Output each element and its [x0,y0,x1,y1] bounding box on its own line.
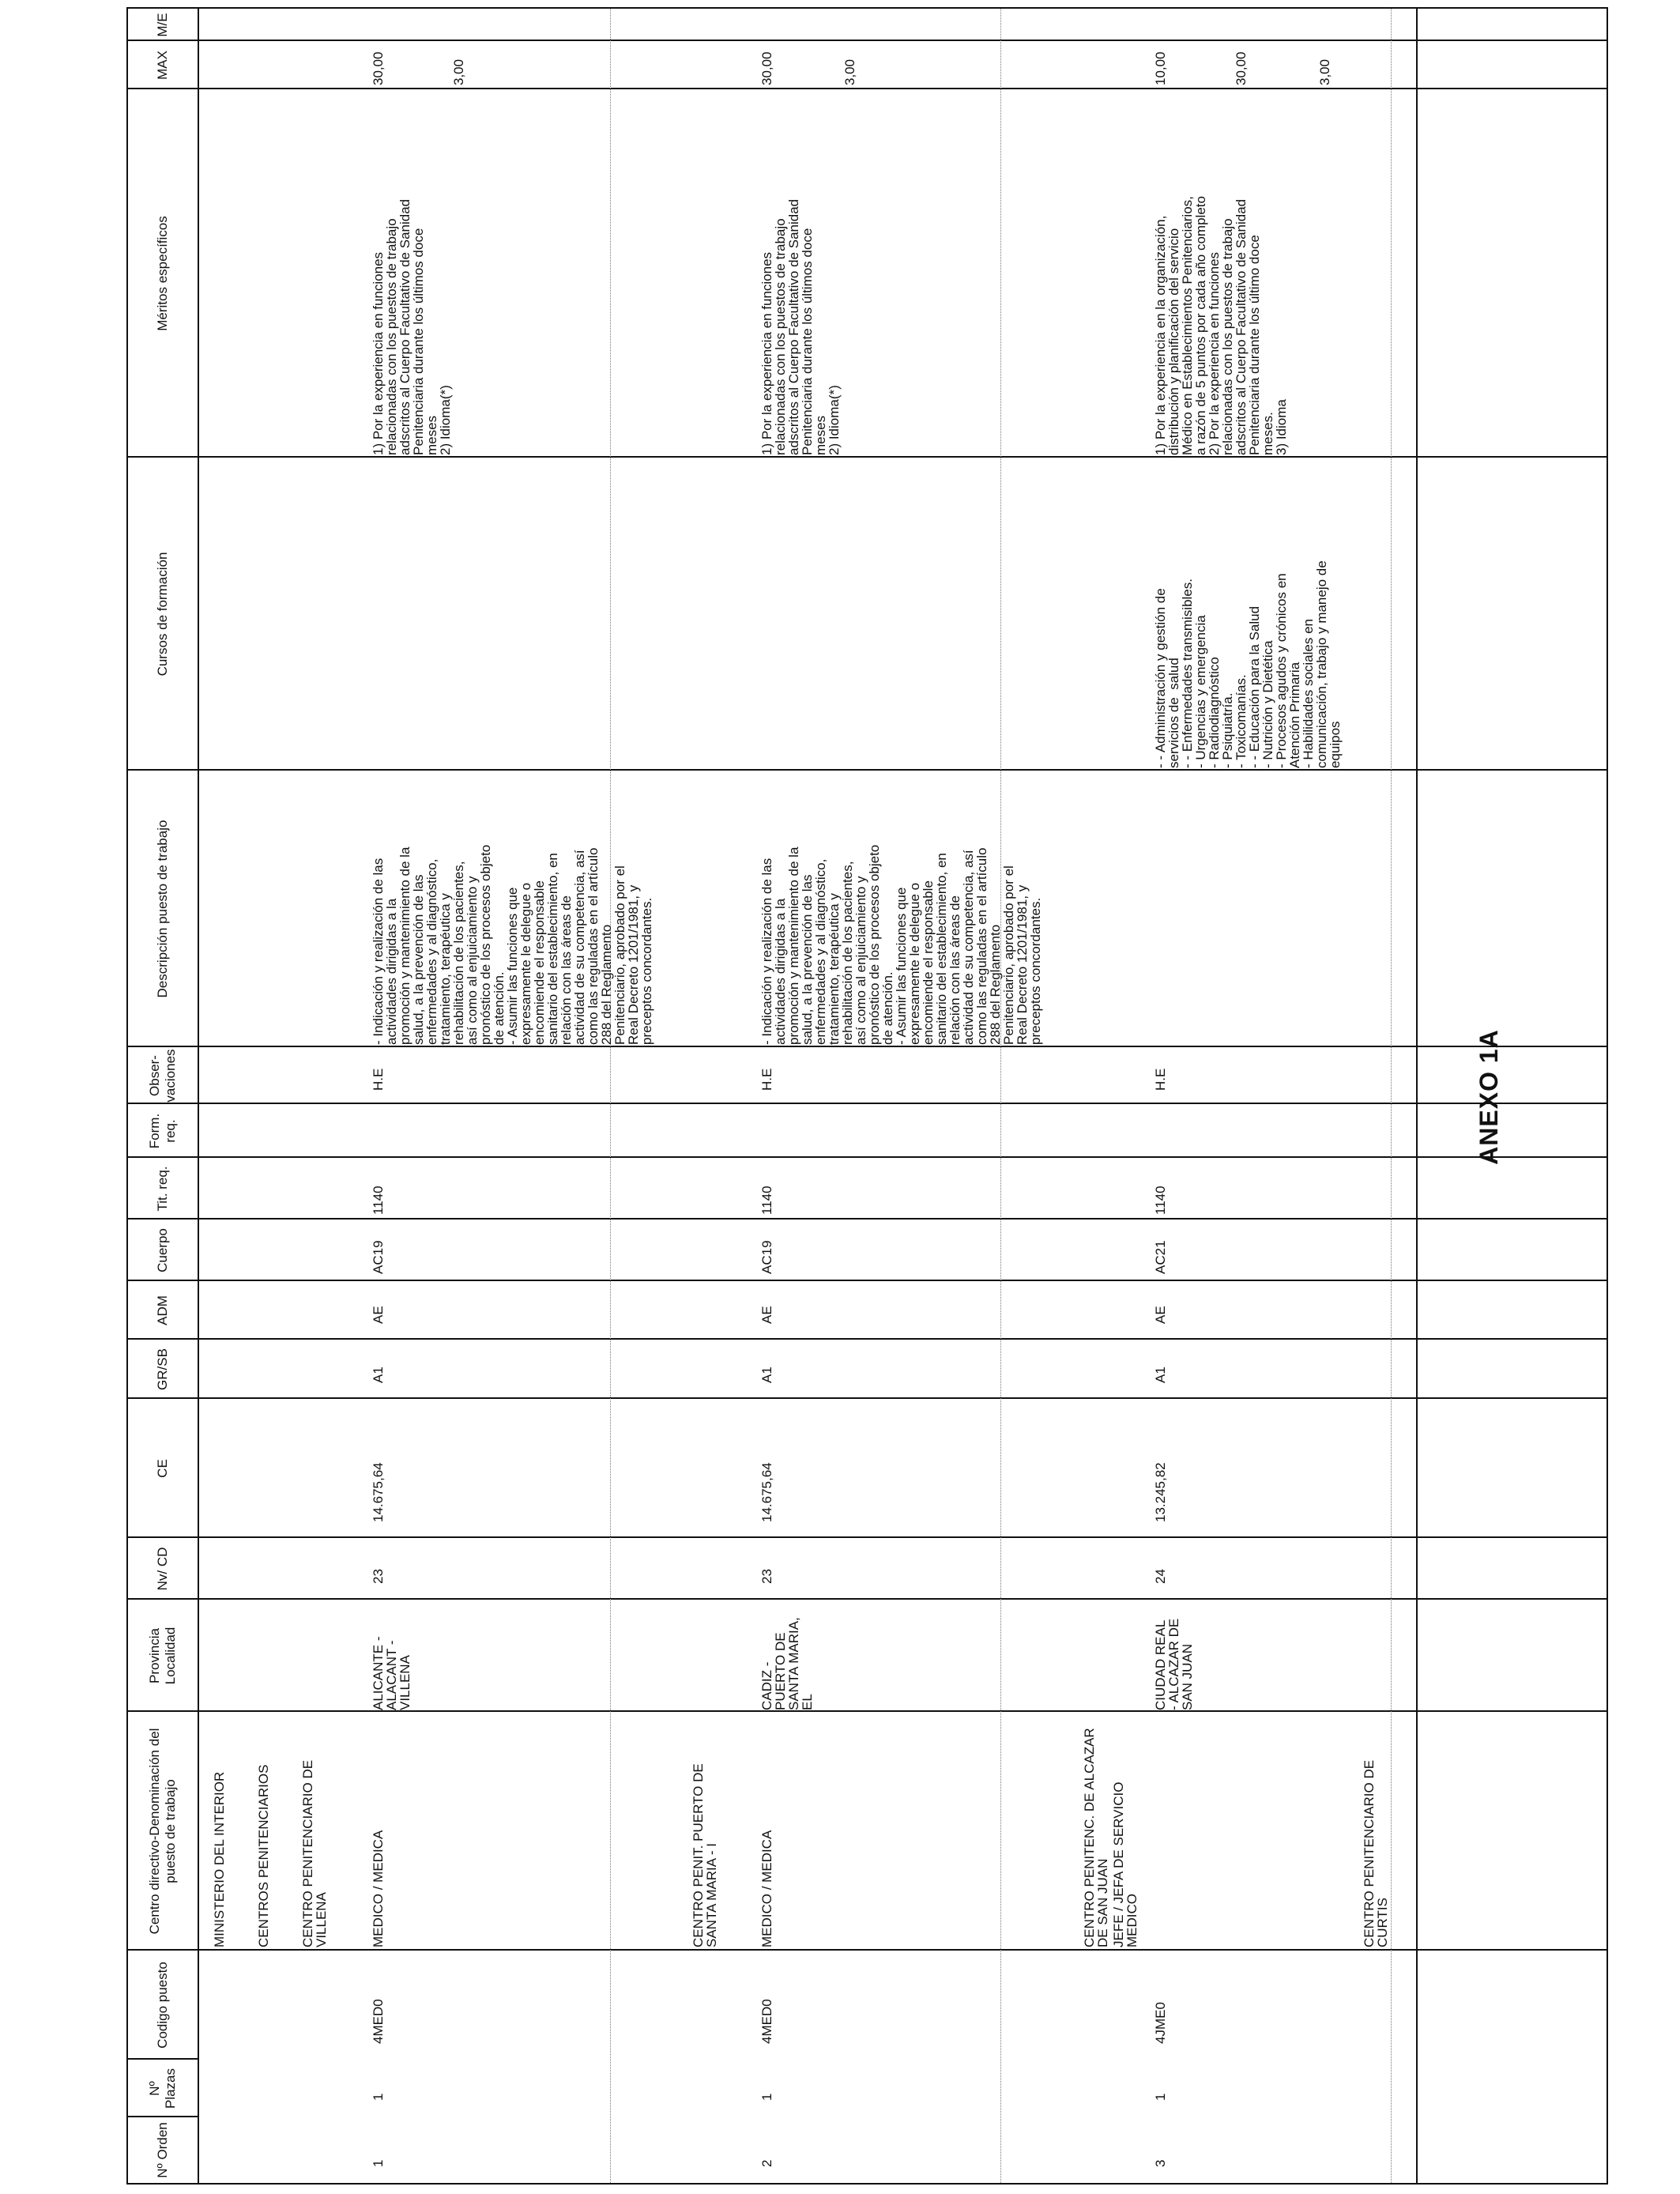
centros-label: CENTROS PENITENCIARIOS [256,1764,271,1947]
nv-cell: 23 [371,1569,386,1584]
gr-cell: A1 [371,1367,386,1383]
section-separator [1416,9,1418,2183]
cuerpo-cell: AC19 [759,1240,774,1274]
col-line [128,1536,1607,1538]
orden-cell: 3 [1153,2159,1168,2167]
col-line [128,1397,1607,1399]
col-line [128,1218,1607,1220]
tit-cell: 1140 [1153,1186,1168,1215]
col-line [128,456,1607,458]
obs-cell: H.E [1153,1068,1168,1091]
max-cell: 10,00 [1153,51,1168,85]
col-line [128,1598,1607,1600]
header-provincia: Provincia Localidad [147,1627,178,1685]
obs-cell: H.E [759,1068,774,1091]
plazas-cell: 1 [759,2093,774,2101]
header-orden: Nº Orden [155,2122,170,2178]
col-line [128,40,1607,41]
header-obs: Obser-vaciones [147,1049,178,1103]
gr-cell: A1 [1153,1367,1168,1383]
desc-cell: - Indicación y realización de las actividades dirigidas a la promoción y mantenimiento de la salud, a la prevención de las enfermedades y al diagnóstico, tratamiento, terapéutica y rehabilitación de los pacientes, así como al enjuiciamiento y pronóstico de los procesos objeto de atención. - Asumir las funciones que expresamente le delegue o encomiende el responsable sanitario del establecimiento, en relación con las áreas de actividad de su competencia, así como las reguladas en el artículo 288 del Reglamento Penitenciario, aprobado por el Real Decreto 1201/1981, y preceptos concordantes. [371,844,654,1045]
header-adm: ADM [155,1295,170,1325]
codigo-cell: 4MED0 [371,1999,386,2044]
ce-cell: 13.245,82 [1153,1462,1168,1522]
cuerpo-cell: AC19 [371,1240,386,1274]
col-line [128,1103,1607,1104]
max-cell: 3,00 [451,58,466,85]
provincia-cell: CADIZ - PUERTO DE SANTA MARIA, EL [759,1617,815,1710]
header-desc: Descripción puesto de trabajo [155,820,170,998]
obs-cell: H.E [371,1068,386,1091]
col-line [128,769,1607,771]
table-header [128,9,199,2183]
desc-cell: - Indicación y realización de las actividades dirigidas a la promoción y mantenimiento de la salud, a la prevención de las enfermedades y al diagnóstico, tratamiento, terapéutica y rehabilitación de los pacientes, así como al enjuiciamiento y pronóstico de los procesos objeto de atención. - Asumir las funciones que expresamente le delegue o encomiende el responsable sanitario del establecimiento, en relación con las áreas de actividad de su competencia, así como las reguladas en el artículo 288 del Reglamento Penitenciario, aprobado por el Real Decreto 1201/1981, y preceptos concordantes. [759,844,1043,1045]
ministerio-label: MINISTERIO DEL INTERIOR [212,1771,227,1947]
col-line [128,88,1607,89]
header-tit: Tit. req. [155,1166,170,1212]
puerto-label: CENTRO PENIT. PUERTO DE SANTA MARIA - I [691,1763,719,1947]
col-line [128,1280,1607,1281]
header-form: Form. req. [147,1113,178,1149]
curtis-label: CENTRO PENITENCIARIO DE CURTIS [1362,1759,1390,1947]
villena-label: CENTRO PENITENCIARIO DE VILLENA [300,1759,329,1947]
col-line [128,1710,1607,1712]
gr-cell: A1 [759,1367,774,1383]
adm-cell: AE [371,1306,386,1324]
col-line [128,1338,1607,1340]
adm-cell: AE [1153,1306,1168,1324]
col-line [128,1156,1607,1158]
row-separator [1000,9,1001,2183]
codigo-cell: 4JME0 [1153,2002,1168,2044]
max-cell: 30,00 [371,51,386,85]
meritos-cell: 1) Por la experiencia en funciones relacionadas con los puestos de trabajo adscritos al Cuerpo Facultativo de Sanidad Penitenciaria durante los últimos doce meses 2) Idioma(*) [371,198,453,455]
tit-cell: 1140 [759,1186,774,1215]
header-meritos: Méritos específicos [155,216,170,331]
alcazar-label: CENTRO PENITENC. DE ALCAZAR DE SAN JUAN [1082,1728,1110,1947]
orden-cell: 2 [759,2159,774,2167]
header-cuerpo: Cuerpo [155,1228,170,1272]
plazas-cell: 1 [1153,2093,1168,2101]
denominacion-cell: MEDICO / MEDICA [371,1830,386,1947]
tit-cell: 1140 [371,1186,386,1215]
max-cell: 30,00 [1234,51,1249,85]
provincia-cell: CIUDAD REAL - ALCAZAR DE SAN JUAN [1153,1618,1195,1710]
nv-cell: 23 [759,1569,774,1584]
row-separator [610,9,611,2183]
col-line [128,1046,1607,1047]
denominacion-cell: MEDICO / MEDICA [759,1830,774,1947]
header-centro: Centro directivo-Denominación del puesto de trabajo [147,1728,178,1935]
cursos-cell: - - Administración y gestión de servicios de salud - - Enfermedades transmisibles. - Urgencias y emergencia - Radiodiagnóstico - Psiquiatría. - Toxicomanías. - - Educación para la Salud - Nutrición y Dietética - Procesos agudos y crónicos en Atención Primaria - Habilidades sociales en comunicación, trabajo y manejo de equipos [1153,560,1343,768]
col-line [128,1949,1607,1951]
meritos-cell: 1) Por la experiencia en funciones relacionadas con los puestos de trabajo adscritos al Cuerpo Facultativo de Sanidad Penitenciaria durante los últimos doce meses 2) Idioma(*) [759,198,842,455]
cuerpo-cell: AC21 [1153,1240,1168,1274]
plazas-cell: 1 [371,2093,386,2101]
adm-cell: AE [759,1306,774,1324]
provincia-cell: ALICANTE - ALACANT - VILLENA [371,1636,412,1710]
page-title: ANEXO 1A [1475,1029,1503,1165]
max-cell: 30,00 [759,51,774,85]
codigo-cell: 4MED0 [759,1999,774,2044]
header-plazas: Nº Plazas [147,2068,178,2109]
col-line [128,2116,198,2117]
positions-table [126,7,1608,2185]
max-cell: 3,00 [842,58,857,85]
meritos-cell: 1) Por la experiencia en la organización, distribución y planificación del servicio Médico en Establecimientos Penitenciarios, a razón de 5 puntos por cada año completo 2) Por la experiencia en funciones relacionadas con los puestos de trabajo adscritos al Cuerpo Facultativo de Sanidad Penitenciaria durante los último doce meses. 3) Idioma [1153,196,1289,455]
ce-cell: 14.675,64 [371,1462,386,1522]
header-me: M/E [155,13,170,37]
max-cell: 3,00 [1317,58,1332,85]
nv-cell: 24 [1153,1569,1168,1584]
header-codigo: Codigo puesto [155,1962,170,2049]
row-separator [1391,9,1392,2183]
orden-cell: 1 [371,2159,386,2167]
ce-cell: 14.675,64 [759,1462,774,1522]
header-nvcd: Nv/ CD [155,1547,170,1591]
col-line [128,2058,198,2060]
header-ce: CE [155,1459,170,1478]
header-max: MAX [155,51,170,80]
header-grsb: GR/SB [155,1348,170,1390]
header-cursos: Cursos de formación [155,552,170,677]
denominacion-cell: JEFE / JEFA DE SERVICIO MEDICO [1111,1781,1139,1947]
